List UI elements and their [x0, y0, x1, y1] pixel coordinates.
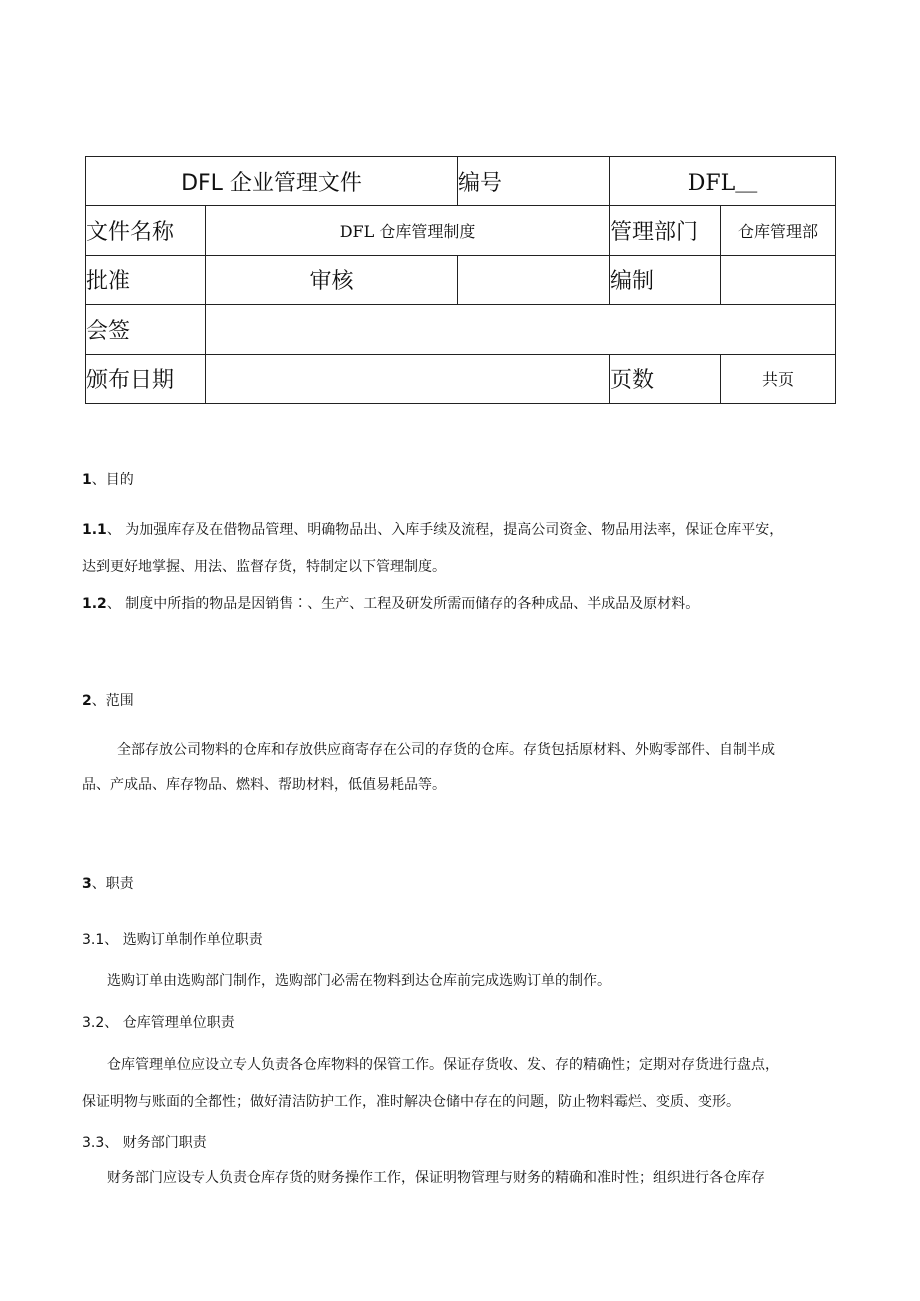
section-1-title: 、目的 [91, 472, 134, 488]
paragraph-1-2-number: 1.2 [82, 596, 107, 612]
subsection-3-2-title: 3.2、 仓库管理单位职责 [82, 1015, 235, 1031]
paragraph-1-1-line2: 达到更好地掌握、用法、监督存货，特制定以下管理制度。 [82, 559, 446, 575]
paragraph-1-1 [82, 520, 783, 540]
countersign-label: 会签 [86, 305, 206, 354]
section-2-number: 2 [82, 693, 92, 709]
review-label: 审核 [206, 255, 458, 304]
code-label: 编号 [458, 157, 610, 206]
subsection-3-1-title: 3.1、 选购订单制作单位职责 [82, 932, 263, 948]
subsection-3-2-line1: 仓库管理单位应设立专人负责各仓库物料的保管工作。保证存货收、发、存的精确性；定期对存货进行盘点， [107, 1057, 779, 1073]
paragraph-1-1-number: 1.1 [82, 522, 107, 538]
section-1-number: 1 [82, 472, 92, 488]
review-value [458, 255, 610, 304]
section-2-line2: 品、产成品、库存物品、燃料、帮助材料，低值易耗品等。 [82, 777, 446, 793]
subsection-3-3-title: 3.3、 财务部门职责 [82, 1135, 207, 1151]
dept-value: 仓库管理部 [721, 206, 836, 255]
section-1-heading [82, 470, 134, 490]
section-3-heading [82, 874, 134, 894]
subsection-3-2-line2: 保证明物与账面的全都性；做好清洁防护工作，准时解决仓储中存在的问题，防止物料霉烂、变质、变形。 [82, 1094, 740, 1110]
section-2-line1: 全部存放公司物料的仓库和存放供应商寄存在公司的存货的仓库。存货包括原材料、外购零部件、自制半成 [117, 742, 775, 758]
approve-label: 批准 [86, 255, 206, 304]
subsection-3-1-text: 选购订单由选购部门制作，选购部门必需在物料到达仓库前完成选购订单的制作。 [107, 973, 611, 989]
paragraph-1-2-text: 、 制度中所指的物品是因销售∶、生产、工程及研发所需而储存的各种成品、半成品及原材料。 [106, 596, 700, 612]
code-value: DFL＿ [610, 157, 836, 206]
section-2-heading [82, 691, 134, 711]
issue-date-value [206, 354, 610, 403]
pages-label: 页数 [610, 354, 721, 403]
compile-value [721, 255, 836, 304]
section-2-title: 、范围 [91, 693, 134, 709]
dept-label: 管理部门 [610, 206, 721, 255]
subsection-3-3-line1: 财务部门应设专人负责仓库存货的财务操作工作，保证明物管理与财务的精确和准时性；组织进行各仓库存 [107, 1170, 765, 1186]
file-name-value: DFL 仓库管理制度 [206, 206, 610, 255]
paragraph-1-1-line1: 、 为加强库存及在借物品管理、明确物品出、入库手续及流程，提高公司资金、物品用法率，保证仓库平安， [106, 522, 784, 538]
document-header-table [85, 156, 836, 404]
section-3-title: 、职责 [91, 876, 134, 892]
paragraph-1-2 [82, 594, 699, 614]
section-3-number: 3 [82, 876, 92, 892]
compile-label: 编制 [610, 255, 721, 304]
company-doc-title: DFL 企业管理文件 [86, 157, 458, 206]
file-name-label: 文件名称 [86, 206, 206, 255]
countersign-value [206, 305, 836, 354]
pages-value: 共页 [721, 354, 836, 403]
issue-date-label: 颁布日期 [86, 354, 206, 403]
